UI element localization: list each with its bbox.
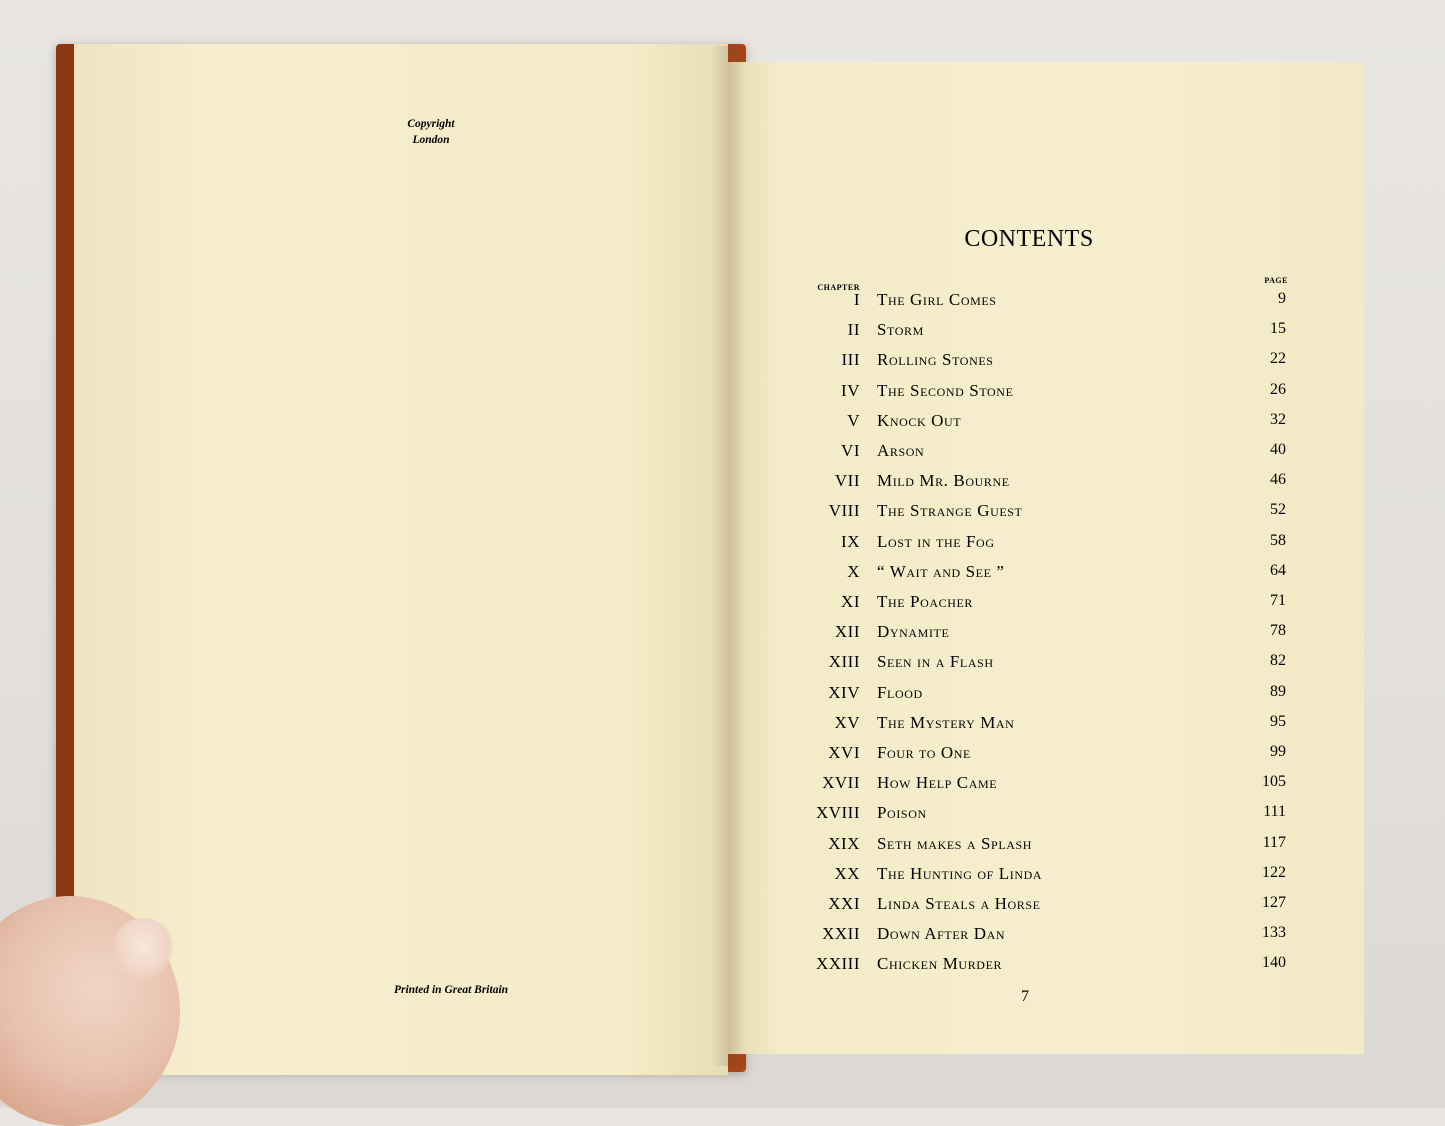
toc-entry — [780, 773, 1290, 799]
contents-heading: CONTENTS — [964, 226, 1094, 252]
chapter-number: XVIII — [815, 803, 860, 823]
chapter-page: 71 — [1270, 592, 1286, 609]
toc-entry — [780, 894, 1290, 920]
chapter-number: I — [853, 290, 860, 309]
toc-entry — [780, 471, 1290, 497]
toc-entry — [780, 562, 1290, 588]
toc-entry — [780, 803, 1290, 829]
chapter-number: IX — [841, 531, 860, 551]
toc-entry — [780, 924, 1290, 950]
copyright-line: Copyright — [407, 118, 455, 130]
chapter-title: Linda Steals a Horse — [877, 894, 1041, 913]
chapter-title: Seen in a Flash — [877, 652, 994, 672]
chapter-title: Mild Mr. Bourne — [877, 471, 1010, 491]
chapter-page: 95 — [1270, 712, 1286, 730]
chapter-number: III — [841, 350, 860, 370]
chapter-title: Flood — [877, 682, 923, 702]
toc-entry — [780, 683, 1290, 709]
chapter-title: Knock Out — [877, 410, 962, 430]
chapter-page: 15 — [1270, 320, 1286, 338]
chapter-number: VII — [834, 471, 860, 491]
chapter-page: 117 — [1262, 833, 1286, 851]
chapter-title: The Second Stone — [877, 380, 1014, 400]
chapter-page: 133 — [1262, 924, 1286, 942]
toc-entry — [780, 411, 1290, 437]
toc-entry — [780, 501, 1290, 527]
page-number: 7 — [1021, 988, 1029, 1005]
toc-entry — [780, 834, 1290, 860]
book-gutter — [712, 46, 746, 1066]
chapter-number: XV — [834, 712, 860, 732]
chapter-number: XX — [834, 863, 860, 883]
copyright-city: London — [412, 134, 450, 146]
toc-entry — [780, 622, 1290, 648]
chapter-title: The Hunting of Linda — [877, 863, 1043, 883]
copyright-notice — [346, 116, 516, 148]
toc-entry — [780, 652, 1290, 678]
chapter-page: 99 — [1270, 743, 1286, 760]
toc-entry — [780, 320, 1290, 346]
chapter-title: Dynamite — [877, 622, 950, 642]
chapter-number: XXIII — [815, 954, 860, 974]
chapter-page: 78 — [1270, 622, 1286, 640]
thumbnail-highlight — [112, 918, 174, 980]
chapter-number: XI — [841, 592, 860, 611]
chapter-number: XXI — [828, 894, 860, 913]
chapter-page: 127 — [1262, 894, 1286, 911]
chapter-title: The Mystery Man — [877, 712, 1015, 732]
chapter-column-label: CHAPTER — [817, 283, 860, 292]
left-page — [74, 44, 728, 1075]
chapter-title: Lost in the Fog — [877, 531, 995, 551]
toc-entry — [780, 441, 1290, 467]
toc-entry — [780, 350, 1290, 376]
chapter-page: 58 — [1270, 531, 1286, 549]
chapter-page: 46 — [1270, 471, 1286, 489]
chapter-page: 82 — [1270, 652, 1286, 670]
chapter-number: XVII — [822, 773, 860, 793]
chapter-number: XII — [834, 622, 860, 642]
chapter-number: XIV — [828, 682, 860, 702]
chapter-title: The Girl Comes — [877, 290, 997, 309]
printed-notice: Printed in Great Britain — [393, 984, 509, 996]
chapter-page: 9 — [1278, 290, 1286, 307]
chapter-title: Four to One — [877, 743, 971, 762]
chapter-page: 40 — [1270, 441, 1286, 458]
chapter-title: Chicken Murder — [877, 954, 1003, 974]
chapter-title: The Strange Guest — [877, 501, 1023, 521]
toc-entry — [780, 592, 1290, 618]
chapter-title: Rolling Stones — [877, 350, 994, 370]
chapter-number: V — [847, 410, 860, 430]
chapter-page: 52 — [1270, 501, 1286, 519]
chapter-page: 122 — [1262, 863, 1286, 881]
toc-entry — [780, 954, 1290, 980]
chapter-page: 32 — [1270, 410, 1286, 428]
chapter-title: The Poacher — [877, 592, 974, 611]
chapter-page: 26 — [1270, 380, 1286, 398]
chapter-number: IV — [841, 380, 860, 400]
chapter-title: How Help Came — [877, 773, 998, 793]
chapter-number: XVI — [828, 743, 860, 762]
page-column-label: PAGE — [1264, 276, 1288, 285]
chapter-number: XXII — [822, 924, 860, 944]
chapter-page: 111 — [1263, 803, 1286, 821]
toc-entry — [780, 381, 1290, 407]
chapter-title: Arson — [877, 441, 925, 460]
chapter-number: XIII — [828, 652, 860, 672]
chapter-number: II — [847, 320, 860, 340]
toc-entry — [780, 532, 1290, 558]
chapter-number: VIII — [828, 501, 860, 521]
chapter-page: 105 — [1262, 773, 1286, 791]
chapter-number: X — [847, 561, 860, 581]
chapter-page: 140 — [1262, 954, 1286, 972]
toc-entry — [780, 713, 1290, 739]
chapter-number: XIX — [828, 833, 860, 853]
chapter-page: 89 — [1270, 682, 1286, 700]
toc-entry — [780, 290, 1290, 316]
chapter-title: Seth makes a Splash — [877, 833, 1033, 853]
chapter-page: 64 — [1270, 561, 1286, 579]
chapter-title: Storm — [877, 320, 924, 340]
chapter-number: VI — [841, 441, 860, 460]
chapter-title: Down After Dan — [877, 924, 1006, 944]
chapter-title: Poison — [877, 803, 927, 823]
toc-entry — [780, 864, 1290, 890]
chapter-title: “ Wait and See ” — [877, 561, 1005, 581]
chapter-page: 22 — [1270, 350, 1286, 368]
toc-entry — [780, 743, 1290, 769]
